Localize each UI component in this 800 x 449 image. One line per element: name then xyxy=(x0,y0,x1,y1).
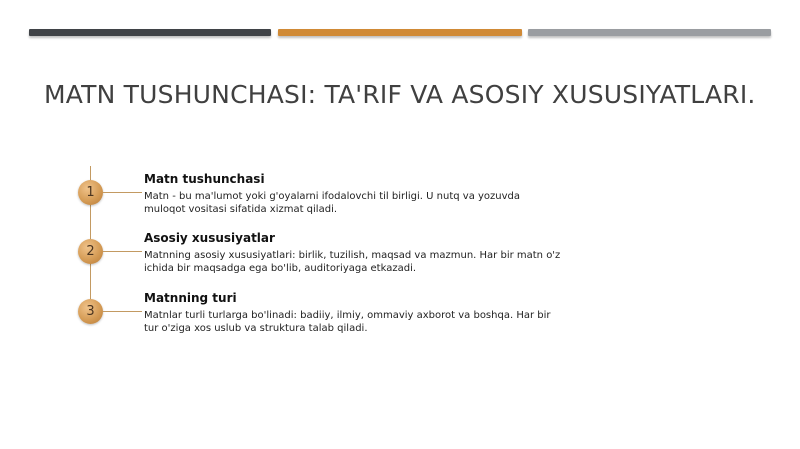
timeline xyxy=(78,166,578,334)
top-bar-orange xyxy=(278,29,522,36)
step-description: Matnlar turli turlarga bo'linadi: badiiy, ilmiy, ommaviy axborot va boshqa. Har bir tur o'ziga xos uslub va struktura talab qiladi. xyxy=(144,310,551,334)
slide-title: MATN TUSHUNCHASI: TA'RIF VA ASOSIY XUSUSIYATLARI. xyxy=(44,80,756,109)
top-decorative-bars xyxy=(29,29,772,38)
timeline-step xyxy=(78,291,558,345)
step-number-badge: 2 xyxy=(78,239,103,264)
top-bar-gray xyxy=(528,29,771,36)
timeline-step xyxy=(78,172,558,226)
top-bar-dark xyxy=(29,29,271,36)
step-number-badge: 1 xyxy=(78,180,103,205)
step-title: Matnning turi xyxy=(144,291,237,305)
step-connector xyxy=(103,251,142,252)
step-number-badge: 3 xyxy=(78,299,103,324)
step-title: Asosiy xususiyatlar xyxy=(144,231,275,245)
step-connector xyxy=(103,192,142,193)
timeline-step xyxy=(78,231,561,285)
step-title: Matn tushunchasi xyxy=(144,172,265,186)
step-description: Matn - bu ma'lumot yoki g'oyalarni ifodalovchi til birligi. U nutq va yozuvda muloqot vositasi sifatida xizmat qiladi. xyxy=(144,191,521,215)
step-connector xyxy=(103,311,142,312)
step-description: Matnning asosiy xususiyatlari: birlik, tuzilish, maqsad va mazmun. Har bir matn o'z ichida bir maqsadga ega bo'lib, auditoriyaga etkazadi. xyxy=(144,250,561,274)
